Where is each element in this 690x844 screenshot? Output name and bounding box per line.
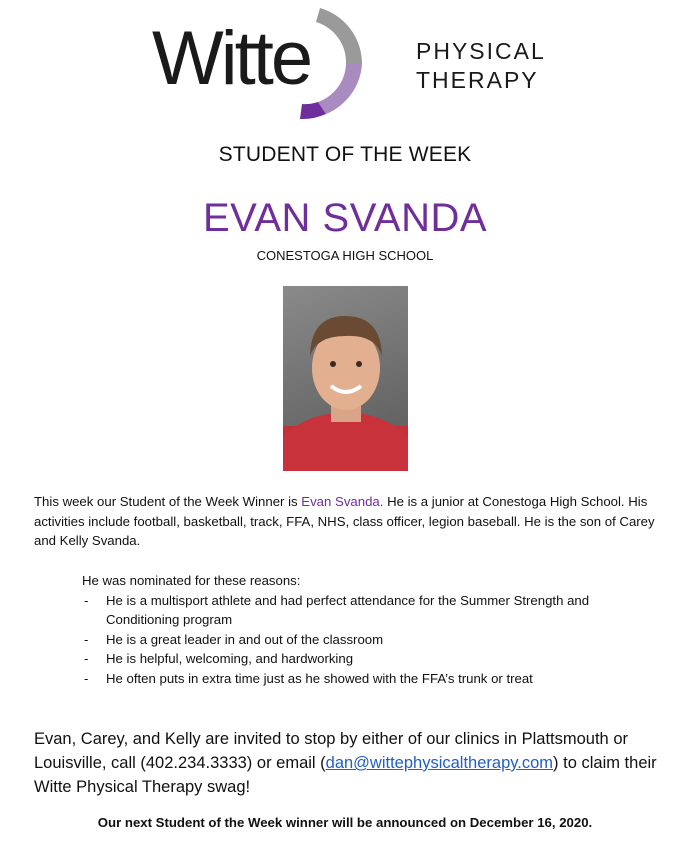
reasons-list	[82, 591, 662, 689]
reason-item: - He often puts in extra time just as he showed with the FFA’s trunk or treat	[82, 669, 662, 689]
reason-item: - He is helpful, welcoming, and hardworking	[82, 649, 662, 669]
logo-wordmark: Witte	[152, 16, 311, 101]
reason-item: - He is a great leader in and out of the classroom	[82, 630, 662, 650]
logo-line-therapy: THERAPY	[416, 67, 539, 93]
logo-swoosh-lilac	[318, 64, 362, 114]
intro-paragraph	[34, 492, 659, 551]
portrait-eye-right	[356, 361, 362, 367]
reason-item: - He is a multisport athlete and had perfect attendance for the Summer Strength and Conditioning program	[82, 591, 662, 630]
reasons-lead: He was nominated for these reasons:	[82, 573, 301, 588]
page-title: STUDENT OF THE WEEK	[218, 143, 472, 166]
email-link[interactable]: dan@wittephysicaltherapy.com	[325, 754, 554, 772]
portrait-drawing	[283, 286, 408, 471]
invite-after: ) to claim their Witte Physical Therapy swag!	[34, 754, 657, 796]
intro-before: This week our Student of the Week Winner is	[34, 494, 302, 509]
intro-after: He is a junior at Conestoga High School. His activities include football, basketball, track, FFA, NHS, class officer, legion baseball. He is the son of Carey and Kelly Svanda.	[34, 494, 655, 548]
portrait-eye-left	[330, 361, 336, 367]
nomination-reasons	[82, 571, 662, 688]
portrait-shoulders	[283, 414, 408, 471]
student-name: EVAN SVANDA	[202, 196, 488, 240]
school-name: CONESTOGA HIGH SCHOOL	[256, 248, 434, 263]
invite-before: Evan, Carey, and Kelly are invited to stop by either of our clinics in Plattsmouth or Louisville, call (402.234.3333) or email (	[34, 730, 628, 772]
witte-logo	[150, 2, 550, 120]
next-winner-announcement: Our next Student of the Week winner will be announced on December 16, 2020.	[97, 815, 593, 830]
intro-student-name: Evan Svanda.	[301, 494, 384, 509]
invite-paragraph	[34, 727, 664, 799]
student-photo	[283, 286, 408, 471]
logo-line-physical: PHYSICAL	[416, 38, 546, 64]
logo-swoosh-grey	[316, 8, 362, 64]
